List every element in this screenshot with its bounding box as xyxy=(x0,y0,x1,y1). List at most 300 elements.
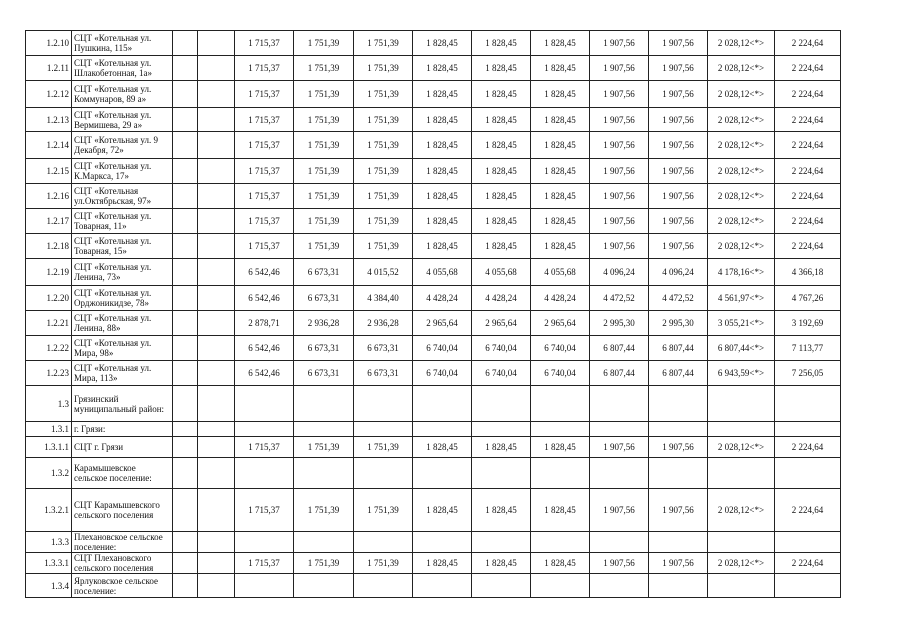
tariff-value-cell: 1 751,39 xyxy=(354,81,413,108)
row-number: 1.2.23 xyxy=(26,361,72,386)
tariff-value-cell: 4 472,52 xyxy=(590,286,649,311)
table-row xyxy=(26,81,841,108)
tariff-value-cell: 1 828,45 xyxy=(531,489,590,532)
tariff-value-cell: 2 224,64 xyxy=(775,489,841,532)
table-row xyxy=(26,336,841,361)
tariff-value-cell xyxy=(354,458,413,489)
tariff-value-cell: 1 715,37 xyxy=(235,553,294,574)
tariff-table xyxy=(25,30,841,598)
tariff-value-cell: 1 828,45 xyxy=(472,437,531,458)
empty-cell xyxy=(198,132,235,159)
tariff-value-cell: 1 715,37 xyxy=(235,489,294,532)
tariff-value-cell xyxy=(708,386,775,422)
tariff-value-cell: 1 828,45 xyxy=(413,81,472,108)
tariff-value-cell: 1 828,45 xyxy=(531,159,590,184)
row-number: 1.3.2 xyxy=(26,458,72,489)
tariff-value-cell xyxy=(649,574,708,598)
empty-cell xyxy=(173,81,198,108)
row-name: СЦТ «Котельная ул. Коммунаров, 89 а» xyxy=(72,81,173,108)
row-name: СЦТ «Котельная ул. Товарная, 11» xyxy=(72,209,173,234)
tariff-value-cell: 1 751,39 xyxy=(354,31,413,56)
tariff-value-cell: 1 751,39 xyxy=(294,553,354,574)
row-number: 1.2.10 xyxy=(26,31,72,56)
empty-cell xyxy=(198,108,235,132)
tariff-value-cell: 1 715,37 xyxy=(235,108,294,132)
row-name: Грязинский муниципальный район: xyxy=(72,386,173,422)
tariff-value-cell xyxy=(294,532,354,553)
row-name: Ярлуковское сельское поселение: xyxy=(72,574,173,598)
empty-cell xyxy=(173,259,198,286)
tariff-value-cell: 2 028,12<*> xyxy=(708,81,775,108)
empty-cell xyxy=(173,361,198,386)
tariff-value-cell: 1 828,45 xyxy=(472,31,531,56)
tariff-value-cell: 6 740,04 xyxy=(531,361,590,386)
tariff-value-cell: 1 751,39 xyxy=(354,108,413,132)
tariff-value-cell: 1 715,37 xyxy=(235,132,294,159)
tariff-value-cell xyxy=(708,574,775,598)
tariff-value-cell: 2 028,12<*> xyxy=(708,159,775,184)
tariff-value-cell: 1 907,56 xyxy=(649,132,708,159)
tariff-value-cell: 1 751,39 xyxy=(294,159,354,184)
tariff-value-cell: 1 907,56 xyxy=(590,184,649,209)
empty-cell xyxy=(198,286,235,311)
tariff-value-cell: 1 828,45 xyxy=(531,209,590,234)
tariff-value-cell: 1 828,45 xyxy=(413,132,472,159)
row-number: 1.2.17 xyxy=(26,209,72,234)
row-name: СЦТ Карамышевского сельского поселения xyxy=(72,489,173,532)
table-row xyxy=(26,108,841,132)
empty-cell xyxy=(173,422,198,437)
tariff-value-cell: 1 828,45 xyxy=(472,209,531,234)
tariff-value-cell: 1 751,39 xyxy=(354,159,413,184)
row-name: Карамышевское сельское поселение: xyxy=(72,458,173,489)
tariff-value-cell: 2 028,12<*> xyxy=(708,31,775,56)
tariff-value-cell: 2 965,64 xyxy=(413,311,472,336)
tariff-value-cell: 1 828,45 xyxy=(413,184,472,209)
tariff-value-cell: 1 828,45 xyxy=(531,31,590,56)
tariff-value-cell: 1 751,39 xyxy=(354,184,413,209)
tariff-value-cell: 1 751,39 xyxy=(294,132,354,159)
row-number: 1.3.3.1 xyxy=(26,553,72,574)
row-number: 1.2.12 xyxy=(26,81,72,108)
row-name: СЦТ «Котельная ул. Пушкина, 115» xyxy=(72,31,173,56)
tariff-value-cell xyxy=(531,532,590,553)
row-name: Плехановское сельское поселение: xyxy=(72,532,173,553)
tariff-value-cell: 1 907,56 xyxy=(590,132,649,159)
tariff-value-cell: 2 224,64 xyxy=(775,209,841,234)
table-row xyxy=(26,422,841,437)
tariff-value-cell: 1 907,56 xyxy=(590,81,649,108)
tariff-value-cell: 1 715,37 xyxy=(235,184,294,209)
empty-cell xyxy=(173,437,198,458)
tariff-value-cell xyxy=(413,532,472,553)
tariff-value-cell: 2 028,12<*> xyxy=(708,234,775,259)
table-row xyxy=(26,159,841,184)
tariff-value-cell xyxy=(775,386,841,422)
tariff-value-cell: 4 428,24 xyxy=(472,286,531,311)
empty-cell xyxy=(198,574,235,598)
tariff-value-cell: 1 907,56 xyxy=(649,209,708,234)
empty-cell xyxy=(173,458,198,489)
row-name: СЦТ «Котельная ул. Товарная, 15» xyxy=(72,234,173,259)
row-name: СЦТ «Котельная ул. 9 Декабря, 72» xyxy=(72,132,173,159)
tariff-value-cell xyxy=(235,422,294,437)
tariff-value-cell: 2 995,30 xyxy=(590,311,649,336)
tariff-value-cell: 1 828,45 xyxy=(472,132,531,159)
row-name: СЦТ «Котельная ул. Вермишева, 29 а» xyxy=(72,108,173,132)
tariff-value-cell: 1 907,56 xyxy=(590,209,649,234)
empty-cell xyxy=(198,259,235,286)
tariff-value-cell xyxy=(413,458,472,489)
tariff-value-cell: 1 907,56 xyxy=(649,108,708,132)
tariff-document xyxy=(25,30,841,598)
row-number: 1.2.13 xyxy=(26,108,72,132)
tariff-value-cell: 2 028,12<*> xyxy=(708,553,775,574)
tariff-value-cell: 4 767,26 xyxy=(775,286,841,311)
tariff-value-cell: 1 715,37 xyxy=(235,234,294,259)
tariff-value-cell: 1 828,45 xyxy=(472,553,531,574)
tariff-value-cell: 1 907,56 xyxy=(649,159,708,184)
tariff-value-cell: 2 224,64 xyxy=(775,437,841,458)
tariff-value-cell xyxy=(649,458,708,489)
tariff-value-cell: 6 807,44<*> xyxy=(708,336,775,361)
tariff-value-cell: 2 224,64 xyxy=(775,159,841,184)
tariff-value-cell: 1 751,39 xyxy=(294,209,354,234)
tariff-value-cell: 4 055,68 xyxy=(413,259,472,286)
row-number: 1.2.20 xyxy=(26,286,72,311)
tariff-value-cell: 1 828,45 xyxy=(531,234,590,259)
row-name: г. Грязи: xyxy=(72,422,173,437)
empty-cell xyxy=(173,489,198,532)
tariff-value-cell: 1 828,45 xyxy=(413,209,472,234)
tariff-value-cell: 1 828,45 xyxy=(531,81,590,108)
empty-cell xyxy=(198,532,235,553)
tariff-value-cell xyxy=(472,422,531,437)
tariff-value-cell xyxy=(531,574,590,598)
table-row xyxy=(26,132,841,159)
empty-cell xyxy=(198,234,235,259)
tariff-value-cell: 6 740,04 xyxy=(472,361,531,386)
tariff-value-cell: 1 828,45 xyxy=(531,132,590,159)
tariff-value-cell: 1 907,56 xyxy=(649,31,708,56)
tariff-value-cell: 1 751,39 xyxy=(354,234,413,259)
tariff-value-cell: 1 907,56 xyxy=(649,553,708,574)
tariff-value-cell: 6 807,44 xyxy=(649,336,708,361)
tariff-value-cell: 6 807,44 xyxy=(590,336,649,361)
tariff-value-cell xyxy=(294,574,354,598)
empty-cell xyxy=(198,56,235,81)
tariff-value-cell: 2 995,30 xyxy=(649,311,708,336)
table-row xyxy=(26,361,841,386)
row-name: СЦТ «Котельная ул. Ленина, 73» xyxy=(72,259,173,286)
tariff-value-cell xyxy=(235,574,294,598)
tariff-value-cell xyxy=(294,458,354,489)
tariff-value-cell: 1 715,37 xyxy=(235,56,294,81)
tariff-value-cell xyxy=(472,532,531,553)
tariff-value-cell: 1 828,45 xyxy=(531,56,590,81)
tariff-value-cell: 1 907,56 xyxy=(590,108,649,132)
tariff-value-cell: 2 224,64 xyxy=(775,81,841,108)
tariff-value-cell: 1 715,37 xyxy=(235,31,294,56)
tariff-value-cell: 2 936,28 xyxy=(354,311,413,336)
empty-cell xyxy=(198,209,235,234)
empty-cell xyxy=(173,209,198,234)
tariff-value-cell: 6 542,46 xyxy=(235,259,294,286)
tariff-value-cell xyxy=(531,386,590,422)
row-number: 1.3.3 xyxy=(26,532,72,553)
empty-cell xyxy=(173,386,198,422)
tariff-value-cell: 4 428,24 xyxy=(413,286,472,311)
tariff-value-cell: 1 828,45 xyxy=(413,108,472,132)
table-row xyxy=(26,458,841,489)
tariff-value-cell xyxy=(294,422,354,437)
tariff-value-cell: 1 828,45 xyxy=(413,437,472,458)
tariff-value-cell: 2 224,64 xyxy=(775,56,841,81)
empty-cell xyxy=(198,159,235,184)
tariff-value-cell xyxy=(235,458,294,489)
tariff-value-cell: 6 542,46 xyxy=(235,361,294,386)
table-row xyxy=(26,489,841,532)
tariff-value-cell xyxy=(354,574,413,598)
empty-cell xyxy=(198,553,235,574)
row-number: 1.3.1.1 xyxy=(26,437,72,458)
tariff-value-cell: 1 828,45 xyxy=(472,81,531,108)
tariff-value-cell: 6 807,44 xyxy=(649,361,708,386)
tariff-value-cell: 2 028,12<*> xyxy=(708,209,775,234)
tariff-value-cell: 1 907,56 xyxy=(590,553,649,574)
empty-cell xyxy=(173,336,198,361)
tariff-value-cell xyxy=(472,386,531,422)
tariff-value-cell: 1 828,45 xyxy=(531,553,590,574)
empty-cell xyxy=(198,489,235,532)
tariff-value-cell: 4 366,18 xyxy=(775,259,841,286)
tariff-value-cell xyxy=(708,532,775,553)
tariff-value-cell xyxy=(649,532,708,553)
tariff-value-cell: 4 561,97<*> xyxy=(708,286,775,311)
tariff-value-cell xyxy=(649,386,708,422)
table-row xyxy=(26,56,841,81)
tariff-value-cell: 1 907,56 xyxy=(649,81,708,108)
tariff-value-cell: 1 828,45 xyxy=(413,553,472,574)
row-name: СЦТ «Котельная ул.Октябрьская, 97» xyxy=(72,184,173,209)
row-number: 1.3.2.1 xyxy=(26,489,72,532)
tariff-value-cell: 1 828,45 xyxy=(472,489,531,532)
tariff-value-cell: 1 907,56 xyxy=(649,437,708,458)
tariff-value-cell: 6 673,31 xyxy=(354,361,413,386)
tariff-value-cell: 6 673,31 xyxy=(294,259,354,286)
tariff-value-cell: 1 828,45 xyxy=(531,437,590,458)
table-row xyxy=(26,286,841,311)
tariff-value-cell: 1 828,45 xyxy=(472,56,531,81)
row-number: 1.2.21 xyxy=(26,311,72,336)
tariff-value-cell: 1 907,56 xyxy=(649,489,708,532)
tariff-value-cell xyxy=(775,422,841,437)
empty-cell xyxy=(198,336,235,361)
tariff-value-cell xyxy=(590,422,649,437)
tariff-value-cell: 2 028,12<*> xyxy=(708,437,775,458)
empty-cell xyxy=(198,437,235,458)
tariff-value-cell: 1 751,39 xyxy=(354,209,413,234)
tariff-value-cell: 1 828,45 xyxy=(531,108,590,132)
table-row xyxy=(26,209,841,234)
tariff-value-cell: 1 907,56 xyxy=(590,31,649,56)
tariff-value-cell: 4 428,24 xyxy=(531,286,590,311)
tariff-value-cell: 1 751,39 xyxy=(294,31,354,56)
row-number: 1.3.4 xyxy=(26,574,72,598)
tariff-value-cell: 2 965,64 xyxy=(531,311,590,336)
tariff-value-cell xyxy=(708,422,775,437)
empty-cell xyxy=(173,56,198,81)
tariff-value-cell xyxy=(472,574,531,598)
row-name: СЦТ «Котельная ул. Ленина, 88» xyxy=(72,311,173,336)
table-row xyxy=(26,184,841,209)
tariff-value-cell: 6 542,46 xyxy=(235,336,294,361)
empty-cell xyxy=(198,458,235,489)
tariff-value-cell: 6 673,31 xyxy=(354,336,413,361)
row-name: СЦТ «Котельная ул. Шлакобетонная, 1а» xyxy=(72,56,173,81)
empty-cell xyxy=(198,361,235,386)
tariff-value-cell: 1 828,45 xyxy=(413,234,472,259)
tariff-value-cell: 1 828,45 xyxy=(472,159,531,184)
tariff-value-cell: 1 907,56 xyxy=(590,56,649,81)
tariff-value-cell: 1 828,45 xyxy=(413,56,472,81)
empty-cell xyxy=(198,184,235,209)
tariff-value-cell xyxy=(354,422,413,437)
tariff-value-cell: 3 055,21<*> xyxy=(708,311,775,336)
row-name: СЦТ «Котельная ул. К.Маркса, 17» xyxy=(72,159,173,184)
tariff-value-cell: 2 028,12<*> xyxy=(708,184,775,209)
tariff-value-cell: 2 965,64 xyxy=(472,311,531,336)
tariff-value-cell: 2 224,64 xyxy=(775,108,841,132)
tariff-value-cell: 2 028,12<*> xyxy=(708,132,775,159)
empty-cell xyxy=(173,234,198,259)
tariff-value-cell: 6 673,31 xyxy=(294,286,354,311)
tariff-value-cell: 1 751,39 xyxy=(354,56,413,81)
tariff-value-cell: 1 907,56 xyxy=(590,234,649,259)
tariff-value-cell: 1 828,45 xyxy=(472,184,531,209)
tariff-value-cell: 1 828,45 xyxy=(472,234,531,259)
table-row xyxy=(26,553,841,574)
tariff-value-cell xyxy=(354,532,413,553)
table-row xyxy=(26,31,841,56)
empty-cell xyxy=(173,132,198,159)
tariff-value-cell xyxy=(775,574,841,598)
tariff-value-cell: 4 384,40 xyxy=(354,286,413,311)
tariff-value-cell xyxy=(708,458,775,489)
tariff-value-cell: 7 256,05 xyxy=(775,361,841,386)
row-number: 1.2.14 xyxy=(26,132,72,159)
tariff-value-cell: 1 751,39 xyxy=(294,56,354,81)
tariff-value-cell xyxy=(590,386,649,422)
tariff-value-cell: 1 828,45 xyxy=(413,159,472,184)
tariff-value-cell xyxy=(590,458,649,489)
tariff-value-cell: 2 028,12<*> xyxy=(708,56,775,81)
tariff-value-cell xyxy=(413,574,472,598)
row-name: СЦТ «Котельная ул. Мира, 98» xyxy=(72,336,173,361)
empty-cell xyxy=(173,311,198,336)
table-row xyxy=(26,311,841,336)
tariff-value-cell: 6 542,46 xyxy=(235,286,294,311)
empty-cell xyxy=(173,553,198,574)
tariff-value-cell xyxy=(235,386,294,422)
tariff-value-cell: 1 907,56 xyxy=(590,437,649,458)
tariff-value-cell: 2 878,71 xyxy=(235,311,294,336)
tariff-value-cell: 1 907,56 xyxy=(649,184,708,209)
tariff-value-cell: 1 751,39 xyxy=(354,553,413,574)
tariff-value-cell: 4 055,68 xyxy=(472,259,531,286)
tariff-value-cell: 2 224,64 xyxy=(775,234,841,259)
empty-cell xyxy=(198,422,235,437)
tariff-value-cell xyxy=(354,386,413,422)
table-row xyxy=(26,437,841,458)
tariff-value-cell xyxy=(590,574,649,598)
row-number: 1.2.15 xyxy=(26,159,72,184)
tariff-value-cell xyxy=(235,532,294,553)
empty-cell xyxy=(173,286,198,311)
tariff-value-cell: 1 751,39 xyxy=(294,108,354,132)
tariff-value-cell: 1 907,56 xyxy=(649,234,708,259)
row-number: 1.2.22 xyxy=(26,336,72,361)
empty-cell xyxy=(173,108,198,132)
tariff-value-cell xyxy=(413,422,472,437)
tariff-value-cell: 1 715,37 xyxy=(235,209,294,234)
tariff-value-cell: 4 178,16<*> xyxy=(708,259,775,286)
tariff-value-cell: 6 673,31 xyxy=(294,336,354,361)
empty-cell xyxy=(198,31,235,56)
tariff-value-cell xyxy=(775,532,841,553)
row-name: СЦТ «Котельная ул. Орджоникидзе, 78» xyxy=(72,286,173,311)
table-row xyxy=(26,386,841,422)
tariff-value-cell xyxy=(775,458,841,489)
tariff-value-cell: 1 907,56 xyxy=(590,159,649,184)
tariff-value-cell: 1 828,45 xyxy=(413,489,472,532)
empty-cell xyxy=(173,574,198,598)
tariff-value-cell: 1 751,39 xyxy=(354,489,413,532)
tariff-value-cell: 1 751,39 xyxy=(294,437,354,458)
tariff-value-cell: 1 907,56 xyxy=(649,56,708,81)
tariff-value-cell: 6 740,04 xyxy=(472,336,531,361)
tariff-value-cell xyxy=(649,422,708,437)
tariff-value-cell: 1 751,39 xyxy=(294,184,354,209)
tariff-value-cell: 1 828,45 xyxy=(531,184,590,209)
empty-cell xyxy=(173,532,198,553)
tariff-value-cell: 1 715,37 xyxy=(235,81,294,108)
tariff-value-cell: 1 751,39 xyxy=(294,81,354,108)
empty-cell xyxy=(198,81,235,108)
tariff-value-cell xyxy=(294,386,354,422)
tariff-value-cell: 2 224,64 xyxy=(775,553,841,574)
tariff-value-cell: 1 828,45 xyxy=(472,108,531,132)
tariff-value-cell: 6 943,59<*> xyxy=(708,361,775,386)
tariff-value-cell: 1 751,39 xyxy=(354,437,413,458)
tariff-value-cell: 7 113,77 xyxy=(775,336,841,361)
tariff-value-cell: 1 715,37 xyxy=(235,437,294,458)
row-number: 1.3 xyxy=(26,386,72,422)
table-row xyxy=(26,234,841,259)
tariff-value-cell: 3 192,69 xyxy=(775,311,841,336)
row-number: 1.2.18 xyxy=(26,234,72,259)
tariff-value-cell: 4 096,24 xyxy=(590,259,649,286)
empty-cell xyxy=(173,31,198,56)
row-number: 1.2.16 xyxy=(26,184,72,209)
row-name: СЦТ г. Грязи xyxy=(72,437,173,458)
row-name: СЦТ «Котельная ул. Мира, 113» xyxy=(72,361,173,386)
tariff-value-cell: 2 028,12<*> xyxy=(708,108,775,132)
tariff-value-cell: 4 096,24 xyxy=(649,259,708,286)
empty-cell xyxy=(173,184,198,209)
tariff-value-cell: 1 751,39 xyxy=(354,132,413,159)
tariff-value-cell xyxy=(531,458,590,489)
